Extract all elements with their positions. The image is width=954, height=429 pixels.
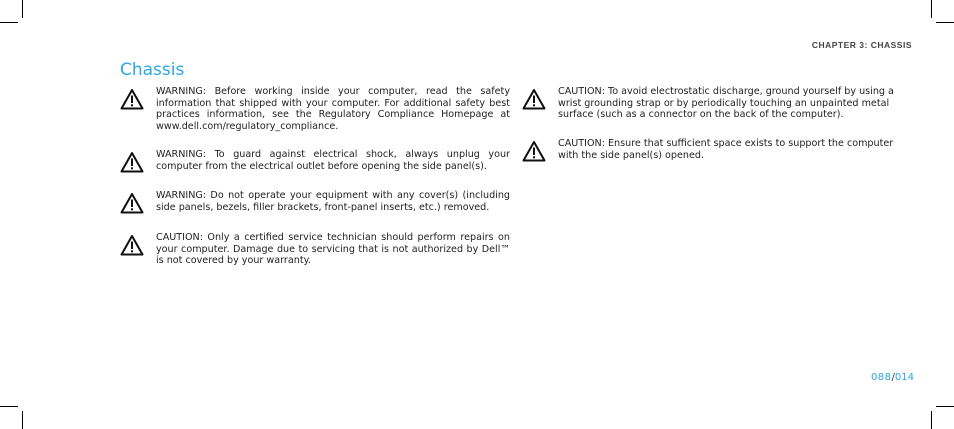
warning-triangle-icon bbox=[120, 151, 150, 178]
notice-text: CAUTION: To avoid electrostatic discharge, ground yourself by using a wrist grounding strap or by periodically touching an unpainted metal surface (such as a connector on the back of the computer). bbox=[558, 86, 894, 120]
notice-text: WARNING: Do not operate your equipment with any cover(s) (including side panels, bezels, filler brackets, front-panel inserts, etc.) removed. bbox=[156, 190, 510, 213]
warning-triangle-icon bbox=[120, 234, 150, 267]
crop-mark bbox=[931, 411, 932, 429]
warning-triangle-icon bbox=[522, 88, 552, 121]
notice-text: WARNING: To guard against electrical shock, always unplug your computer from the electrical outlet before opening the side panel(s). bbox=[156, 149, 510, 172]
page-title: Chassis bbox=[120, 60, 185, 80]
warning-triangle-icon bbox=[522, 140, 552, 167]
total-pages: 014 bbox=[894, 372, 914, 383]
notice-warning-covers bbox=[120, 190, 510, 219]
current-page: 088 bbox=[870, 372, 892, 383]
page-separator: / bbox=[891, 372, 895, 383]
chapter-heading: CHAPTER 3: CHASSIS bbox=[811, 40, 912, 50]
notice-caution-technician bbox=[120, 232, 510, 267]
crop-mark bbox=[936, 406, 954, 407]
page-number bbox=[871, 372, 914, 383]
notice-caution-esd bbox=[522, 86, 912, 121]
notice-text: CAUTION: Only a certified service technician should perform repairs on your computer. Damage due to servicing that is not authorized by Dell™ is not covered by your warranty. bbox=[156, 232, 510, 266]
crop-mark bbox=[936, 22, 954, 23]
crop-mark bbox=[22, 411, 23, 429]
warning-triangle-icon bbox=[120, 88, 150, 132]
crop-mark bbox=[22, 0, 23, 18]
notice-warning-safety bbox=[120, 86, 510, 132]
crop-mark bbox=[0, 406, 18, 407]
crop-mark bbox=[931, 0, 932, 18]
warning-triangle-icon bbox=[120, 192, 150, 219]
notice-text: CAUTION: Ensure that sufficient space exists to support the computer with the side panel(s) opened. bbox=[558, 138, 894, 161]
notice-caution-space bbox=[522, 138, 912, 167]
notice-text: WARNING: Before working inside your computer, read the safety information that shipped with your computer. For additional safety best practices information, see the Regulatory Compliance Homepage at www.dell.com/regulatory_compliance. bbox=[156, 86, 510, 132]
notice-warning-shock bbox=[120, 149, 510, 178]
crop-mark bbox=[0, 22, 18, 23]
